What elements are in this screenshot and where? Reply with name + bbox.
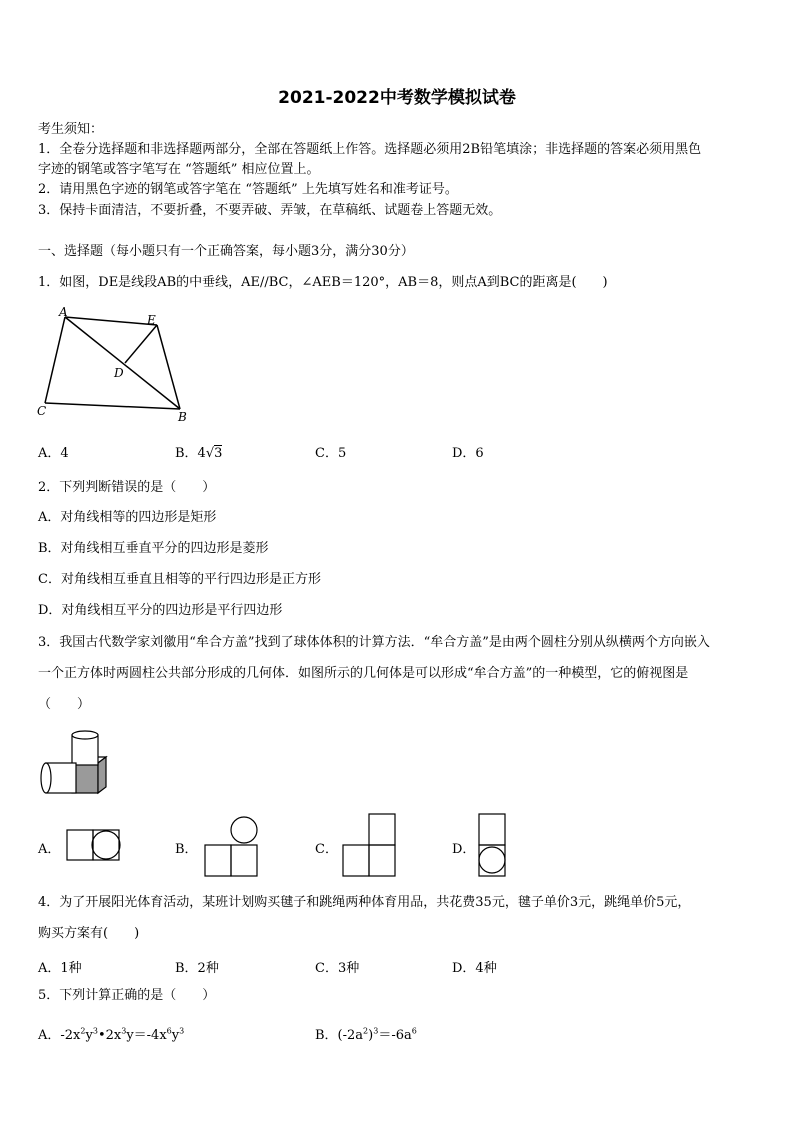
question-1-figure [30,305,200,430]
question-3-line: 3．我国古代数学家刘徽用“牟合方盖”找到了球体体积的计算方法．“牟合方盖”是由两个圆柱分别从纵横两个方向嵌入 [38,635,710,650]
expr-part: B．(-2a [315,1028,364,1043]
question-2-option: B．对角线相互垂直平分的四边形是菱形 [38,541,269,556]
figure-label-b: B [178,410,187,424]
notice-heading: 考生须知： [38,122,104,137]
option-b-prefix: B．4 [175,446,206,461]
question-4-option-b: B．2种 [175,961,219,976]
question-3-option-b: B． [175,842,198,857]
question-5-option-a [38,1024,184,1043]
question-3-line: （ ） [38,697,91,712]
question-3-option-b-figure [204,812,260,878]
expr-part: y＝-4x [126,1028,167,1043]
question-3-model-figure [40,725,105,797]
question-5-option-b [315,1024,417,1043]
exponent: 3 [92,1026,98,1036]
question-2-option: A．对角线相等的四边形是矩形 [38,510,217,525]
figure-label-d: D [114,366,124,380]
question-1-option-b [175,442,222,461]
question-3-option-a: A． [38,842,61,857]
question-3-option-c: C． [315,842,338,857]
exponent: 3 [373,1026,379,1036]
question-2-stem: 2．下列判断错误的是（ ） [38,480,216,495]
page-title: 2021-2022中考数学模拟试卷 [278,88,516,108]
section-heading: 一、选择题（每小题只有一个正确答案，每小题3分，满分30分） [38,244,414,259]
question-4-line: 4．为了开展阳光体育活动，某班计划购买毽子和跳绳两种体育用品，共花费35元，毽子单价3元，跳绳单价5元， [38,895,691,910]
exponent: 6 [166,1026,172,1036]
question-4-option-d: D．4种 [452,961,497,976]
expr-part: ) [368,1028,374,1043]
question-4-option-a: A．1种 [38,961,82,976]
figure-label-a: A [59,305,68,319]
question-3-option-d: D． [452,842,476,857]
notice-item: 字迹的钢笔或答字笔写在 “答题纸” 相应位置上。 [38,162,320,177]
expr-part: •2x [97,1028,122,1043]
exponent: 2 [363,1026,369,1036]
exponent: 6 [411,1026,417,1036]
question-3-option-a-figure [66,828,122,862]
notice-item: 3．保持卡面清洁，不要折叠，不要弄破、弄皱，在草稿纸、试题卷上答题无效。 [38,203,502,218]
exponent: 2 [80,1026,86,1036]
exponent: 3 [121,1026,127,1036]
figure-label-c: C [37,404,47,418]
expr-part: y [85,1028,93,1043]
sqrt-radicand: 3 [214,446,223,461]
question-3-option-c-figure [342,812,398,878]
expr-part: A．-2x [38,1028,81,1043]
question-4-option-c: C．3种 [315,961,360,976]
question-3-line: 一个正方体时两圆柱公共部分形成的几何体．如图所示的几何体是可以形成“牟合方盖”的一种模型，它的俯视图是 [38,666,689,681]
question-3-option-d-figure [478,812,508,878]
exponent: 3 [179,1026,185,1036]
notice-item: 2．请用黑色字迹的钢笔或答字笔在 “答题纸” 上先填写姓名和准考证号。 [38,182,458,197]
question-5-stem: 5．下列计算正确的是（ ） [38,988,216,1003]
figure-label-e: E [147,313,156,327]
question-2-option: C．对角线相互垂直且相等的平行四边形是正方形 [38,572,321,587]
question-1-option-a: A．4 [38,446,69,461]
expr-part: ＝-6a [378,1028,412,1043]
notice-item: 1．全卷分选择题和非选择题两部分，全部在答题纸上作答。选择题必须用2B铅笔填涂；非选择题的答案必须用黑色 [38,142,702,157]
question-4-line: 购买方案有( ) [38,926,140,941]
question-2-option: D．对角线相互平分的四边形是平行四边形 [38,603,283,618]
sqrt-symbol: √3 [205,446,223,461]
question-1-option-d: D．6 [452,446,484,461]
question-1-option-c: C．5 [315,446,347,461]
expr-part: y [171,1028,180,1043]
question-1-stem: 1．如图，DE是线段AB的中垂线，AE//BC，∠AEB＝120°，AB＝8，则点A到BC的距离是( ) [38,275,608,290]
